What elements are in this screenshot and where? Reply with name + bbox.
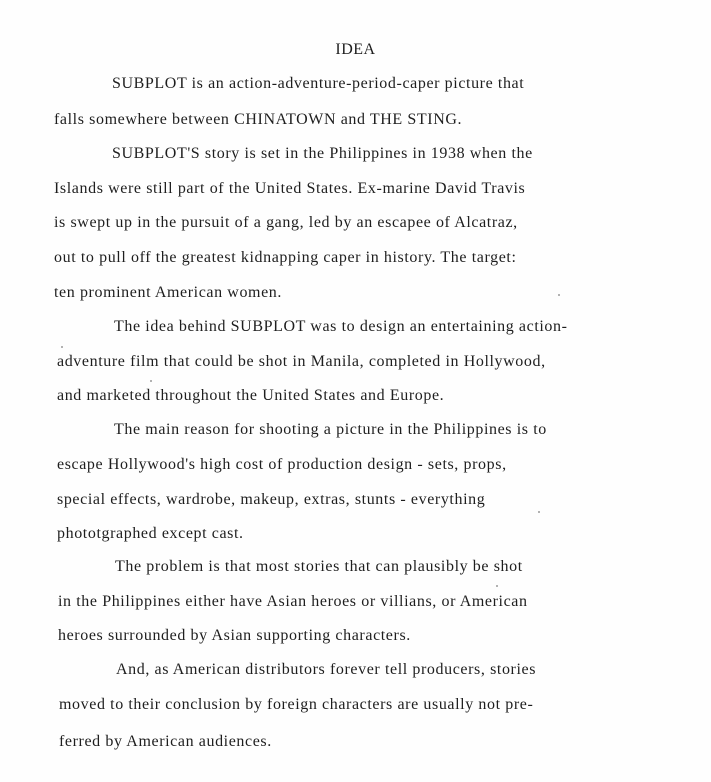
text-line: The idea behind SUBPLOT was to design an entertaining action- — [114, 318, 568, 335]
text-line: ferred by American audiences. — [59, 733, 272, 750]
scan-speck — [61, 346, 63, 348]
text-line: The problem is that most stories that can plausibly be shot — [115, 558, 523, 575]
text-line: SUBPLOT is an action-adventure-period-caper picture that — [112, 75, 525, 92]
text-line: falls somewhere between CHINATOWN and THE STING. — [54, 111, 463, 128]
text-line: SUBPLOT'S story is set in the Philippines in 1938 when the — [112, 145, 533, 162]
text-line: is swept up in the pursuit of a gang, led by an escapee of Alcatraz, — [54, 214, 518, 231]
text-line: The main reason for shooting a picture in the Philippines is to — [114, 421, 547, 438]
scan-speck — [538, 511, 540, 513]
text-line: ten prominent American women. — [54, 284, 283, 301]
scan-speck — [496, 585, 498, 587]
text-line: heroes surrounded by Asian supporting characters. — [58, 627, 411, 644]
text-line: And, as American distributors forever tell producers, stories — [116, 661, 537, 678]
text-line: Islands were still part of the United States. Ex-marine David Travis — [54, 180, 526, 197]
document-title: IDEA — [335, 41, 376, 58]
text-line: phototgraphed except cast. — [57, 525, 244, 542]
text-line: moved to their conclusion by foreign characters are usually not pre- — [59, 696, 534, 713]
text-line: adventure film that could be shot in Manila, completed in Hollywood, — [57, 353, 546, 370]
scan-speck — [150, 380, 152, 382]
scan-speck — [558, 294, 560, 296]
text-line: in the Philippines either have Asian heroes or villians, or American — [58, 593, 528, 610]
text-line: and marketed throughout the United States and Europe. — [57, 387, 445, 404]
text-line: out to pull off the greatest kidnapping caper in history. The target: — [54, 249, 517, 266]
text-line: special effects, wardrobe, makeup, extras, stunts - everything — [57, 491, 486, 508]
text-line: escape Hollywood's high cost of production design - sets, props, — [57, 456, 507, 473]
